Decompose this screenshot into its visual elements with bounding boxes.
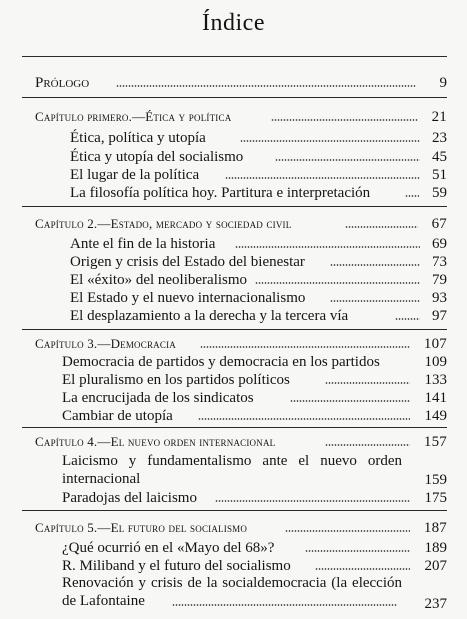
dot-leader xyxy=(235,246,420,248)
toc-label: El lugar de la política xyxy=(70,167,200,183)
toc-chapter[interactable] xyxy=(0,432,467,452)
divider xyxy=(22,56,447,57)
divider xyxy=(22,510,447,511)
divider xyxy=(22,427,447,428)
toc-page: 97 xyxy=(432,308,447,324)
toc-page: 79 xyxy=(432,272,447,288)
toc-entry[interactable] xyxy=(0,388,467,408)
toc-entry[interactable] xyxy=(0,488,467,508)
toc-page: 93 xyxy=(432,290,447,306)
toc-label: Laicismo y fundamentalismo ante el nuevo orden internacional xyxy=(62,453,402,487)
toc-label: Paradojas del laicismo xyxy=(62,490,197,506)
dot-leader xyxy=(275,159,420,161)
toc-entry[interactable] xyxy=(0,288,467,308)
toc-page: 59 xyxy=(432,185,447,201)
toc-page: 67 xyxy=(431,216,447,232)
toc-page: 109 xyxy=(424,354,447,370)
toc-label: Prólogo xyxy=(35,75,90,91)
toc-page: 107 xyxy=(423,336,447,352)
toc-chapter[interactable] xyxy=(0,518,467,538)
toc-label: Ética, política y utopía xyxy=(70,130,206,146)
toc-page: 189 xyxy=(424,540,447,556)
divider xyxy=(22,97,447,98)
dot-leader xyxy=(240,140,420,142)
toc-label: El desplazamiento a la derecha y la tercera vía xyxy=(70,308,349,324)
toc-chapter[interactable] xyxy=(0,107,467,127)
toc-label: La encrucijada de los sindicatos xyxy=(62,390,254,406)
dot-leader xyxy=(330,300,420,302)
dot-leader xyxy=(285,530,410,532)
toc-entry[interactable] xyxy=(0,574,467,614)
toc-label: Origen y crisis del Estado del bienestar xyxy=(70,254,305,270)
dot-leader xyxy=(198,418,410,420)
toc-page: 133 xyxy=(424,372,447,388)
toc-page: 73 xyxy=(432,254,447,270)
dot-leader xyxy=(330,264,420,266)
dot-leader xyxy=(172,604,397,606)
toc-label: El «éxito» del neoliberalismo xyxy=(70,272,248,288)
toc-label: R. Miliband y el futuro del socialismo xyxy=(62,558,291,574)
dot-leader xyxy=(315,568,410,570)
toc-label: La filosofía política hoy. Partitura e interpretación xyxy=(70,185,371,201)
dot-leader xyxy=(345,226,418,228)
toc-page: 9 xyxy=(439,75,447,91)
toc-entry[interactable] xyxy=(0,452,467,492)
toc-entry[interactable] xyxy=(0,270,467,290)
toc-entry[interactable] xyxy=(0,538,467,558)
toc-page: 45 xyxy=(432,149,447,165)
dot-leader xyxy=(305,550,410,552)
toc-chapter-label: Capítulo primero.—Ética y política xyxy=(35,107,233,127)
toc-page: 175 xyxy=(424,490,447,506)
toc-chapter[interactable] xyxy=(0,334,467,354)
toc-entry[interactable] xyxy=(0,556,467,576)
dot-leader xyxy=(225,177,420,179)
toc-page: 187 xyxy=(423,520,447,536)
toc-chapter-label: Capítulo 4.—El nuevo orden internacional xyxy=(35,432,277,452)
toc-page: 23 xyxy=(432,130,447,146)
toc-label: El pluralismo en los partidos políticos xyxy=(62,372,290,388)
dot-leader xyxy=(290,400,410,402)
page-title: Índice xyxy=(202,10,265,36)
toc-label: Ante el fin de la historia xyxy=(70,236,216,252)
dot-leader xyxy=(116,85,416,87)
dot-leader xyxy=(325,444,410,446)
dot-leader xyxy=(215,500,410,502)
dot-leader xyxy=(405,195,419,197)
dot-leader xyxy=(325,382,410,384)
toc-entry[interactable] xyxy=(0,234,467,254)
toc-label: Renovación y crisis de la socialdemocracia (la elección de Lafontaine xyxy=(62,575,402,609)
toc-entry[interactable] xyxy=(0,306,467,326)
divider xyxy=(22,329,447,330)
toc-page: 237 xyxy=(424,596,447,612)
toc-label: ¿Qué ocurrió en el «Mayo del 68»? xyxy=(62,540,275,556)
toc-entry[interactable] xyxy=(0,183,467,203)
toc-page: 149 xyxy=(424,408,447,424)
toc-chapter-label: Capítulo 3.—Democracia xyxy=(35,334,178,354)
toc-entry[interactable] xyxy=(0,252,467,272)
toc-page: 141 xyxy=(424,390,447,406)
toc-label: El Estado y el nuevo internacionalismo xyxy=(70,290,306,306)
toc-label: Ética y utopía del socialismo xyxy=(70,149,244,165)
toc-page: 69 xyxy=(432,236,447,252)
toc-page: 51 xyxy=(432,167,447,183)
dot-leader xyxy=(395,318,420,320)
dot-leader xyxy=(255,282,420,284)
toc-entry[interactable] xyxy=(0,352,467,372)
toc-entry[interactable] xyxy=(0,370,467,390)
dot-leader xyxy=(200,346,410,348)
toc-chapter-label: Capítulo 5.—El futuro del socialismo xyxy=(35,518,249,538)
toc-chapter-label: Capítulo 2.—Estado, mercado y sociedad civil xyxy=(35,214,293,234)
toc-page: 207 xyxy=(424,558,447,574)
dot-leader xyxy=(271,119,418,121)
toc-chapter[interactable] xyxy=(0,214,467,234)
toc-entry[interactable] xyxy=(0,165,467,185)
toc-page: 159 xyxy=(424,472,447,488)
toc-entry[interactable] xyxy=(0,147,467,167)
divider xyxy=(22,206,447,207)
toc-label: Cambiar de utopía xyxy=(62,408,173,424)
toc-page: 157 xyxy=(423,434,447,450)
toc-entry[interactable] xyxy=(0,406,467,426)
toc-entry[interactable] xyxy=(0,128,467,148)
toc-label: Democracia de partidos y democracia en los partidos xyxy=(62,354,380,370)
toc-page: 21 xyxy=(431,109,447,125)
toc-entry-prologue[interactable] xyxy=(0,73,467,93)
